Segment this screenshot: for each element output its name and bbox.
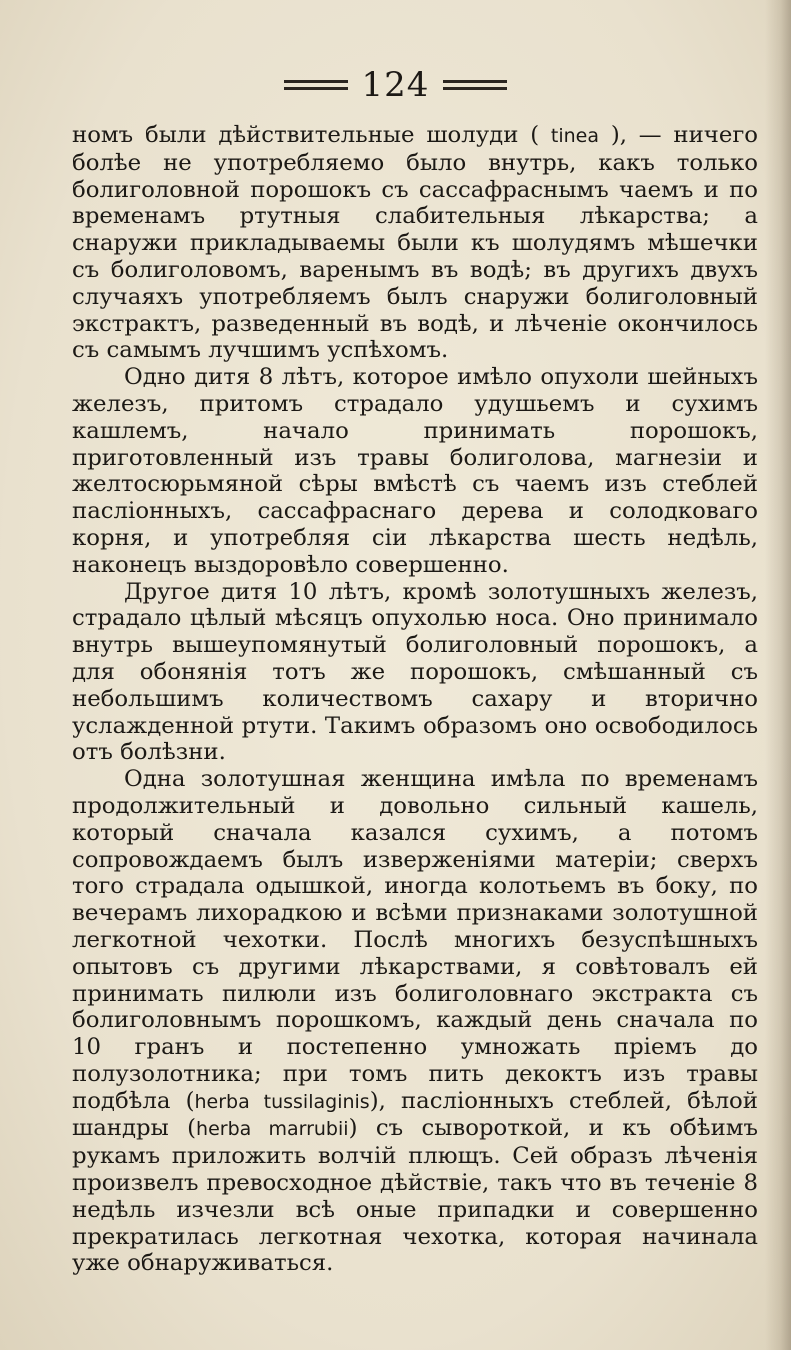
page-header	[0, 60, 791, 110]
text-segment: ) съ сывороткой, и къ обѣимъ рукамъ приложить волчій плющъ. Сей образъ лѣченія произвелъ превосходное дѣйствіе, такъ что въ теченіе 8 недѣль изчезли всѣ оные припадки и совершенно прекратилась легкотная чехотка, которая начинала уже обнаруживаться.	[72, 1115, 758, 1277]
text-segment: Одно дитя 8 лѣтъ, которое имѣло опухоли шейныхъ железъ, притомъ страдало удушьемъ и сухимъ кашлемъ, начало принимать порошокъ, приготовленный изъ травы болиголова, магнезіи и желтосюрьмяной сѣры вмѣстѣ съ чаемъ изъ стеблей пасліонныхъ, сассафраснаго дерева и солодковаго корня, и употребляя сіи лѣкарства шесть недѣль, наконецъ выздоровѣло совершенно.	[72, 364, 758, 578]
page-number: 124	[361, 65, 430, 105]
text-segment: ), пасліонныхъ стеблей, бѣлой шандры (	[72, 1087, 758, 1142]
page-edge-shadow	[765, 0, 791, 1350]
paragraph-2	[72, 364, 758, 578]
text-segment: ), — ничего болѣе не употребляемо было внутрь, какъ только болиголовной порошокъ съ сассафраснымъ чаемъ и по временамъ ртутныя слабительныя лѣкарства; а снаружи прикладываемы были къ шолудямъ мѣшечки съ болиголовомъ, варенымъ въ водѣ; въ другихъ двухъ случаяхъ употребляемъ былъ снаружи болиголовный экстрактъ, разведенный въ водѣ, и лѣченіе окончилось съ самымъ лучшимъ успѣхомъ.	[72, 122, 758, 364]
text-segment: номъ были дѣйствительные шолуди (	[72, 122, 551, 148]
text-segment: Одна золотушная женщина имѣла по временамъ продолжительный и довольно сильный кашель, который сначала казался сухимъ, а потомъ сопровождаемъ былъ изверженіями матеріи; сверхъ того страдала одышкой, иногда колотьемъ въ боку, по вечерамъ лихорадкою и всѣми признаками золотушной легкотной чехотки. Послѣ многихъ безуспѣшныхъ опытовъ съ другими лѣкарствами, я совѣтовалъ ей принимать пилюли изъ болиголовнаго экстракта съ болиголовнымъ порошкомъ, каждый день сначала по 10 гранъ и постепенно умножать пріемъ до полузолотника; при томъ пить декоктъ изъ травы подбѣла (	[72, 766, 758, 1114]
latin-term: herba tussilaginis	[194, 1090, 370, 1113]
paragraph-1	[72, 122, 758, 364]
paragraph-4	[72, 766, 758, 1277]
paragraph-3	[72, 579, 758, 767]
header-rule-left	[284, 80, 348, 90]
latin-term: tinea	[550, 125, 600, 147]
body-text	[72, 122, 758, 1277]
header-rule-right	[443, 80, 507, 90]
latin-term: herba marrubii	[196, 1118, 349, 1141]
text-segment: Другое дитя 10 лѣтъ, кромѣ золотушныхъ железъ, страдало цѣлый мѣсяцъ опухолью носа. Оно принимало внутрь вышеупомянутый болиголовный порошокъ, а для обонянія тотъ же порошокъ, смѣшанный съ небольшимъ количествомъ сахару и вторично услажденной ртути. Такимъ образомъ оно освободилось отъ болѣзни.	[72, 578, 758, 766]
